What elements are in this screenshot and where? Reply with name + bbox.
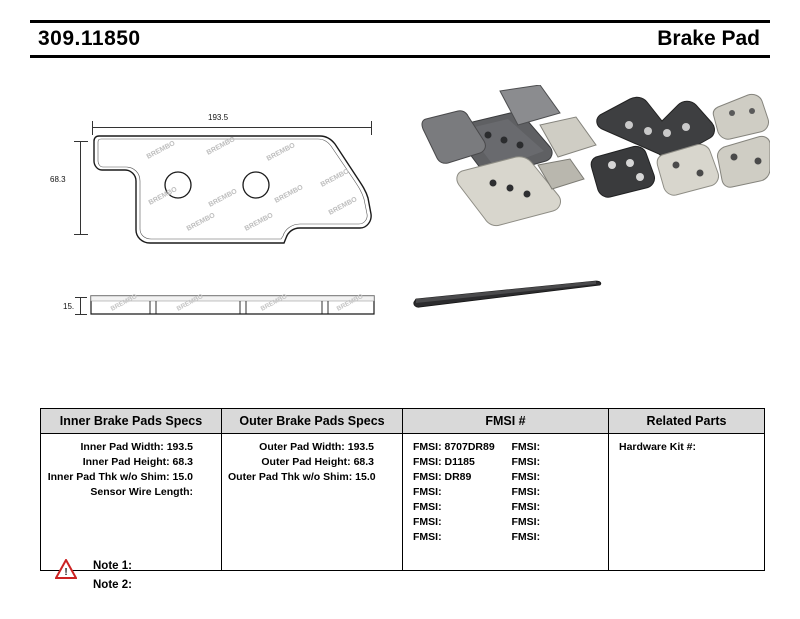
svg-text:BREMBO: BREMBO — [265, 141, 297, 163]
outer-spec-thickness: Outer Pad Thk w/o Shim: 15.0 — [228, 471, 376, 483]
outer-spec-height: Outer Pad Height: 68.3 — [261, 456, 374, 468]
fmsi-left-3: FMSI: DR89 — [413, 471, 472, 483]
fmsi-left-6: FMSI: — [413, 516, 442, 528]
fmsi-left-7: FMSI: — [413, 531, 442, 543]
width-dimension-label: 193.5 — [208, 113, 229, 122]
svg-text:BREMBO: BREMBO — [243, 211, 275, 233]
photo-pad-j — [717, 136, 770, 187]
svg-text:BREMBO: BREMBO — [205, 135, 237, 157]
header-inner-specs: Inner Brake Pads Specs — [41, 409, 222, 434]
fmsi-left-5: FMSI: — [413, 501, 442, 513]
height-dim-tick-top — [74, 141, 88, 142]
width-dimension-line — [92, 127, 372, 128]
inner-spec-thickness: Inner Pad Thk w/o Shim: 15.0 — [47, 471, 193, 483]
fmsi-right-4: FMSI: — [511, 486, 541, 498]
height-dimension-line — [80, 141, 81, 235]
inner-spec-width: Inner Pad Width: 193.5 — [80, 441, 193, 453]
photo-pad-d — [457, 157, 584, 226]
fmsi-right-6: FMSI: — [511, 516, 541, 528]
cell-fmsi — [403, 434, 609, 571]
photo-pad-g — [713, 94, 768, 139]
svg-text:BREMBO: BREMBO — [327, 195, 359, 217]
svg-text:BREMBO: BREMBO — [207, 187, 239, 209]
photo-pad-side — [414, 281, 601, 307]
pad-side-view — [90, 290, 375, 324]
fmsi-right-2: FMSI: — [511, 456, 541, 468]
warning-icon — [55, 559, 77, 579]
svg-text:BREMBO: BREMBO — [335, 293, 365, 313]
height-dimension-label: 68.3 — [50, 175, 66, 184]
thickness-dimension-label: 15. — [63, 302, 75, 311]
table-header-row — [41, 409, 765, 434]
cell-outer-specs — [222, 434, 403, 571]
thickness-dimension-line — [80, 297, 81, 315]
table-row — [41, 434, 765, 571]
svg-text:BREMBO: BREMBO — [175, 293, 205, 313]
hardware-kit-number: Hardware Kit #: — [619, 441, 697, 453]
width-dim-tick-right — [371, 121, 372, 135]
svg-text:BREMBO: BREMBO — [319, 167, 351, 189]
note-row-2 — [55, 575, 355, 594]
svg-text:!: ! — [64, 567, 68, 578]
thickness-tick-bottom — [75, 314, 87, 315]
inner-spec-height: Inner Pad Height: 68.3 — [82, 456, 193, 468]
height-dim-tick-bottom — [74, 234, 88, 235]
photo-pad-h — [591, 146, 654, 197]
notes-section — [55, 556, 355, 594]
fmsi-right-3: FMSI: — [511, 471, 541, 483]
note-1-label: Note 1: — [93, 559, 132, 572]
outer-spec-width: Outer Pad Width: 193.5 — [259, 441, 374, 453]
fmsi-right-5: FMSI: — [511, 501, 541, 513]
document-header — [30, 20, 770, 58]
page-title: Brake Pad — [657, 27, 760, 50]
svg-text:BREMBO: BREMBO — [147, 185, 179, 207]
inner-spec-sensor-wire: Sensor Wire Length: — [90, 486, 193, 498]
pad-face-view — [90, 135, 375, 245]
svg-text:BREMBO: BREMBO — [273, 183, 305, 205]
note-2-label: Note 2: — [93, 578, 132, 591]
technical-drawing — [30, 75, 770, 375]
thickness-tick-top — [75, 297, 87, 298]
header-outer-specs: Outer Brake Pads Specs — [222, 409, 403, 434]
cell-inner-specs — [41, 434, 222, 571]
svg-text:BREMBO: BREMBO — [185, 211, 217, 233]
fmsi-left-1: FMSI: 8707DR89 — [413, 441, 495, 453]
fmsi-right-7: FMSI: — [511, 531, 541, 543]
note-row-1 — [55, 556, 355, 575]
header-related-parts: Related Parts — [609, 409, 765, 434]
product-photos — [400, 85, 770, 345]
fmsi-left-4: FMSI: — [413, 486, 442, 498]
fmsi-right-1: FMSI: — [511, 441, 541, 453]
fmsi-left-2: FMSI: D1185 — [413, 456, 475, 468]
specs-table — [40, 408, 765, 571]
fmsi-grid — [409, 440, 602, 545]
width-dim-tick-left — [92, 121, 93, 135]
svg-text:BREMBO: BREMBO — [145, 139, 177, 161]
part-number: 309.11850 — [38, 27, 141, 50]
cell-related-parts — [609, 434, 765, 571]
header-fmsi: FMSI # — [403, 409, 609, 434]
svg-text:BREMBO: BREMBO — [109, 293, 139, 313]
svg-text:BREMBO: BREMBO — [259, 293, 289, 313]
